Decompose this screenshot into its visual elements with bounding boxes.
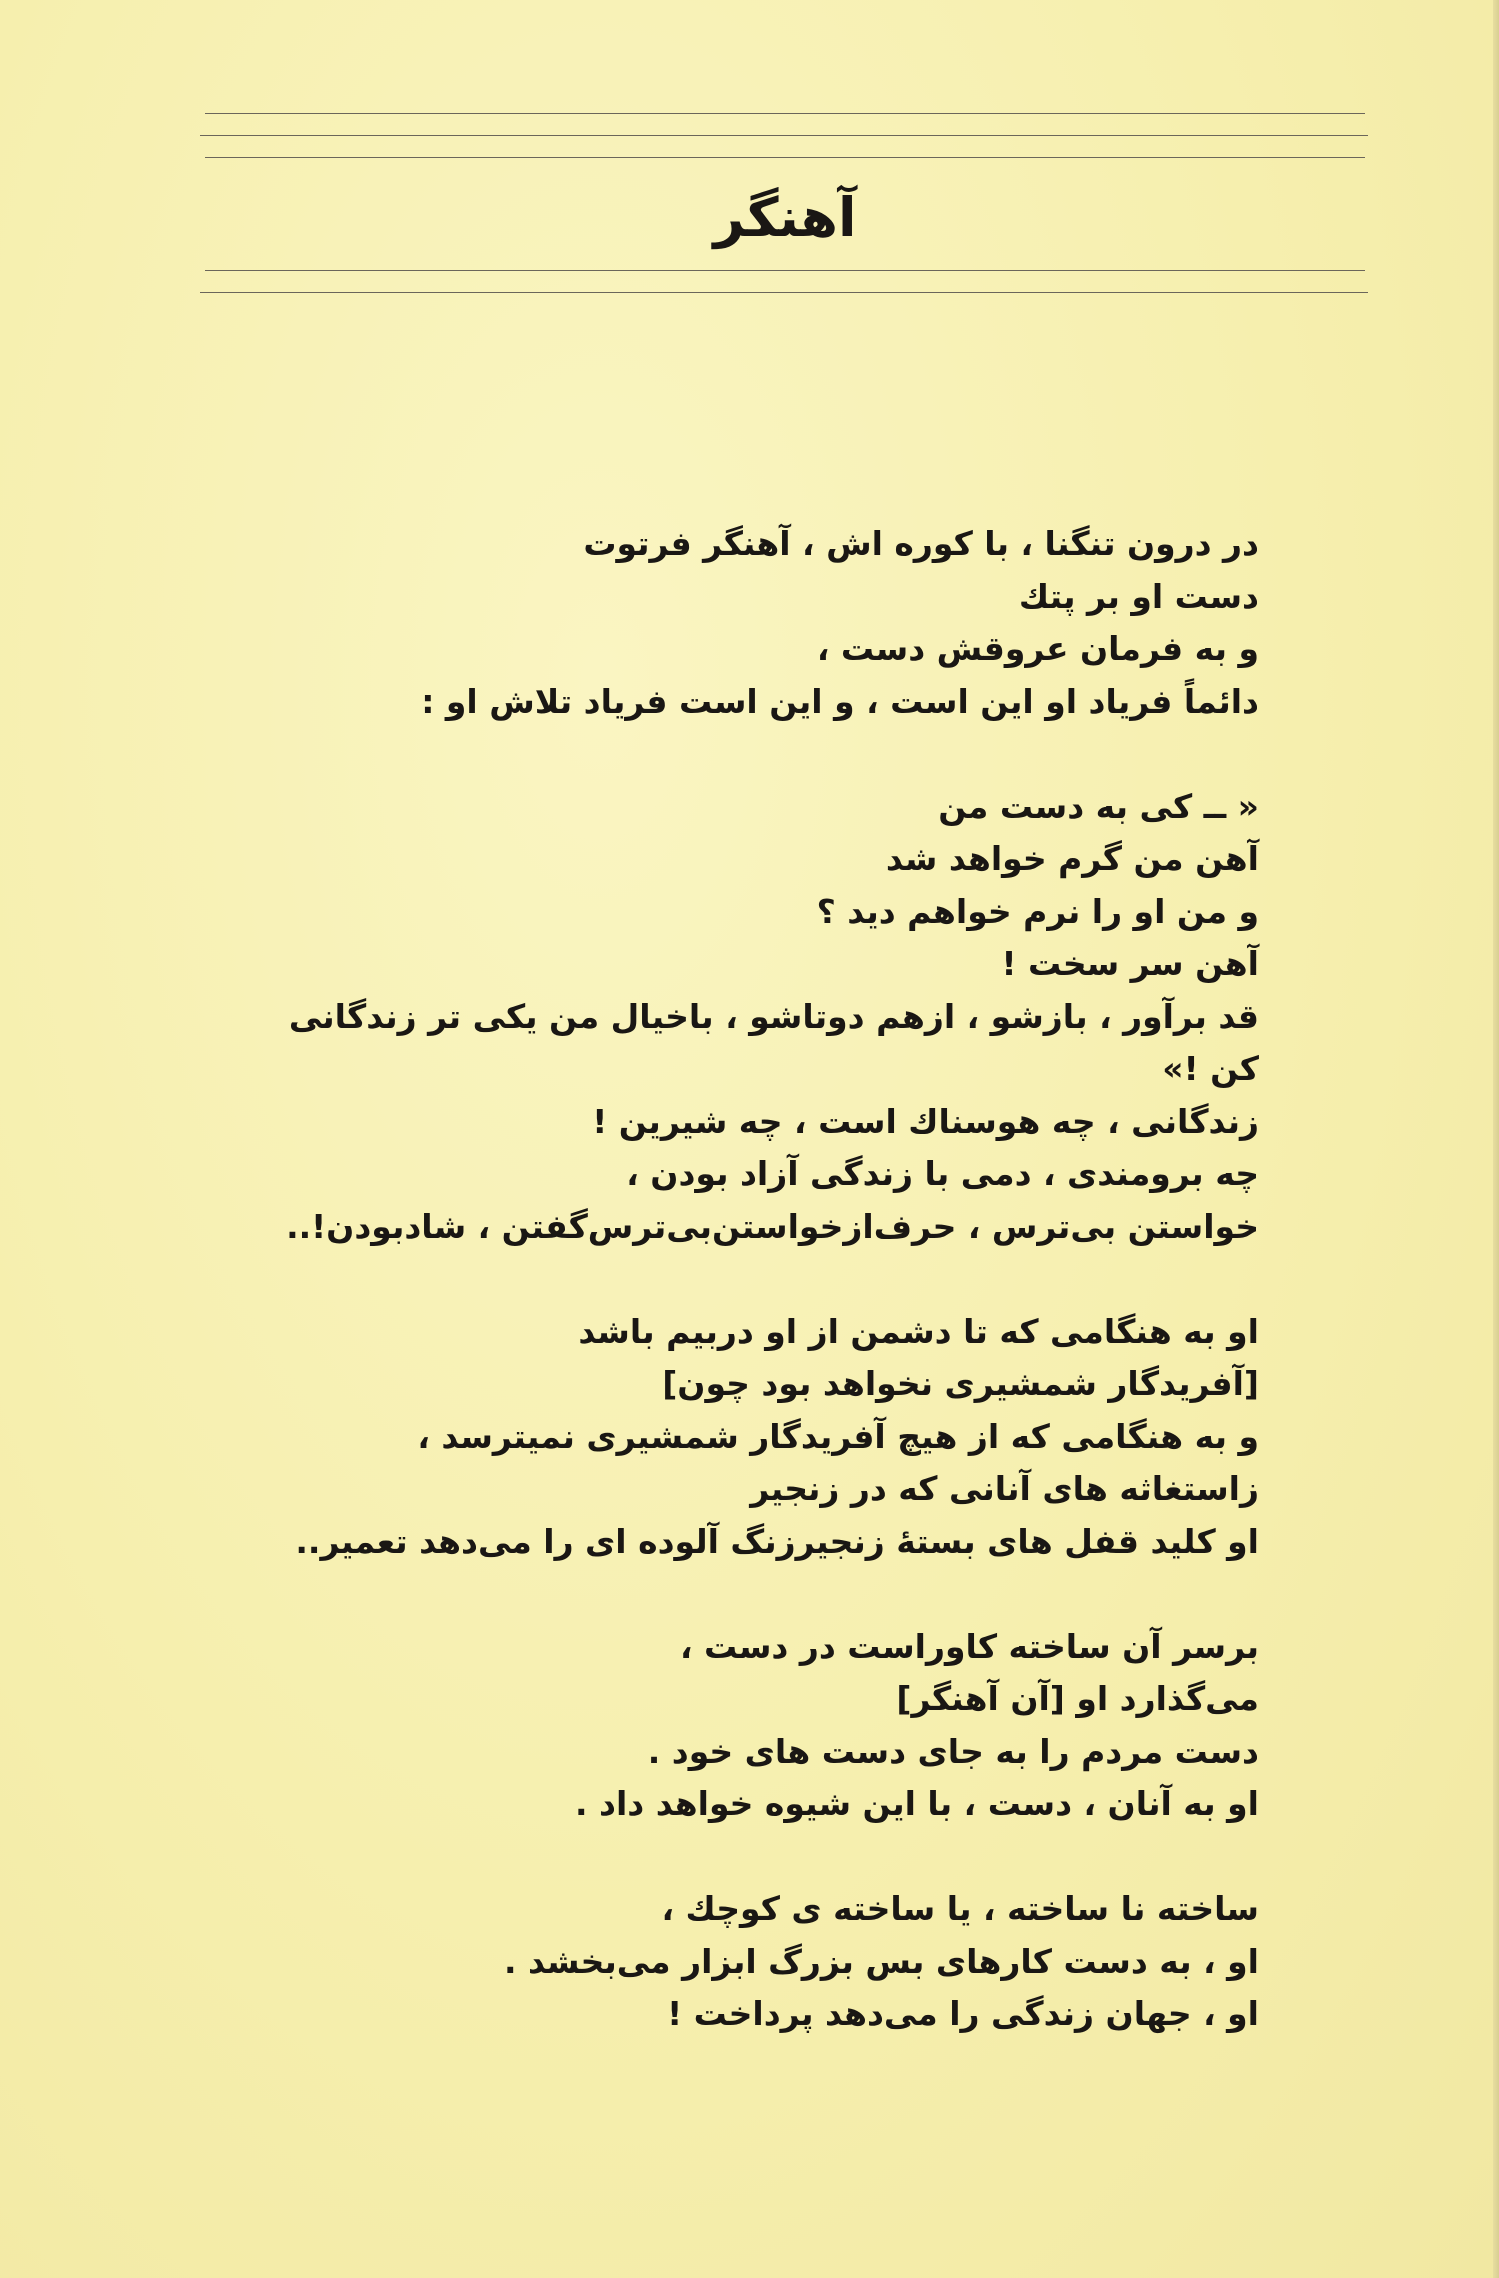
stanza-3: [179, 1096, 1259, 1254]
poem-line: او به هنگامی که تا دشمن از او دربیم باشد: [578, 1311, 1259, 1351]
page-edge: [1493, 0, 1499, 2278]
bottom-rule-1: [205, 270, 1365, 271]
top-rule-3: [205, 157, 1365, 158]
stanza-gap: [179, 1831, 1259, 1884]
poem-line: او به آنان ، دست ، با این شیوه خواهد داد .: [575, 1784, 1259, 1823]
stanza-gap: [179, 1568, 1259, 1621]
poem-line: ساخته نا ساخته ، یا ساخته ی کوچك ،: [661, 1889, 1259, 1928]
poem-line: خواستن بی‌ترس ، حرف‌ازخواستن‌بی‌ترس‌گفتن ، شادبودن!..: [286, 1206, 1259, 1246]
stanza-gap: [179, 1253, 1259, 1306]
stanza-1: [179, 518, 1259, 728]
poem-line: و من او را نرم خواهم دید ؟: [816, 891, 1259, 931]
stanza-gap: [179, 728, 1259, 781]
poem-line: [آفریدگار شمشیری نخواهد بود چون]: [662, 1364, 1259, 1403]
poem-line: زاستغاثه های آنانی که در زنجیر: [750, 1469, 1259, 1508]
poem-line: چه برومندی ، دمی با زندگی آزاد بودن ،: [626, 1154, 1259, 1193]
stanza-2: [179, 781, 1259, 1096]
poem-line: او ، به دست کارهای بس بزرگ ابزار می‌بخشد .: [503, 1941, 1259, 1981]
poem-line: آهن سر سخت !: [1001, 944, 1259, 983]
poem-line: او کلید قفل های بستهٔ زنجیرزنگ آلوده ای را می‌دهد تعمیر..: [295, 1521, 1259, 1561]
stanza-5: [179, 1621, 1259, 1831]
top-rule-2: [200, 135, 1368, 136]
stanza-4: [179, 1306, 1259, 1569]
poem-line: کن !»: [1162, 1049, 1259, 1088]
poem-line: برسر آن ساخته کاوراست در دست ،: [680, 1626, 1259, 1666]
poem-line: در درون تنگنا ، با کوره اش ، آهنگر فرتوت: [583, 524, 1259, 563]
poem-line: « ــ کی به دست من: [938, 786, 1259, 826]
poem-line: و به هنگامی که از هیچ آفریدگار شمشیری نمیترسد ،: [417, 1416, 1259, 1456]
stanza-6: [179, 1883, 1259, 2041]
top-rule-1: [205, 113, 1365, 114]
poem-line: قد برآور ، بازشو ، ازهم دوتاشو ، باخیال من یکی تر زندگانی: [288, 996, 1259, 1036]
poem-line: و به فرمان عروقش دست ،: [816, 629, 1259, 668]
poem-body: [179, 518, 1259, 2041]
poem-line: آهن من گرم خواهد شد: [885, 839, 1259, 878]
poem-line: زندگانی ، چه هوسناك است ، چه شیرین !: [592, 1101, 1259, 1141]
bottom-rule-2: [200, 292, 1368, 293]
poem-line: دست مردم را به جای دست های خود .: [647, 1731, 1259, 1771]
poem-line: دست او بر پتك: [1018, 576, 1259, 616]
poem-line: او ، جهان زندگی را می‌دهد پرداخت !: [667, 1994, 1259, 2033]
poem-line: دائماً فریاد او این است ، و این است فریاد تلاش او :: [421, 681, 1259, 721]
poem-title: آهنگر: [713, 186, 857, 249]
poem-line: می‌گذارد او [آن آهنگر]: [896, 1679, 1259, 1718]
